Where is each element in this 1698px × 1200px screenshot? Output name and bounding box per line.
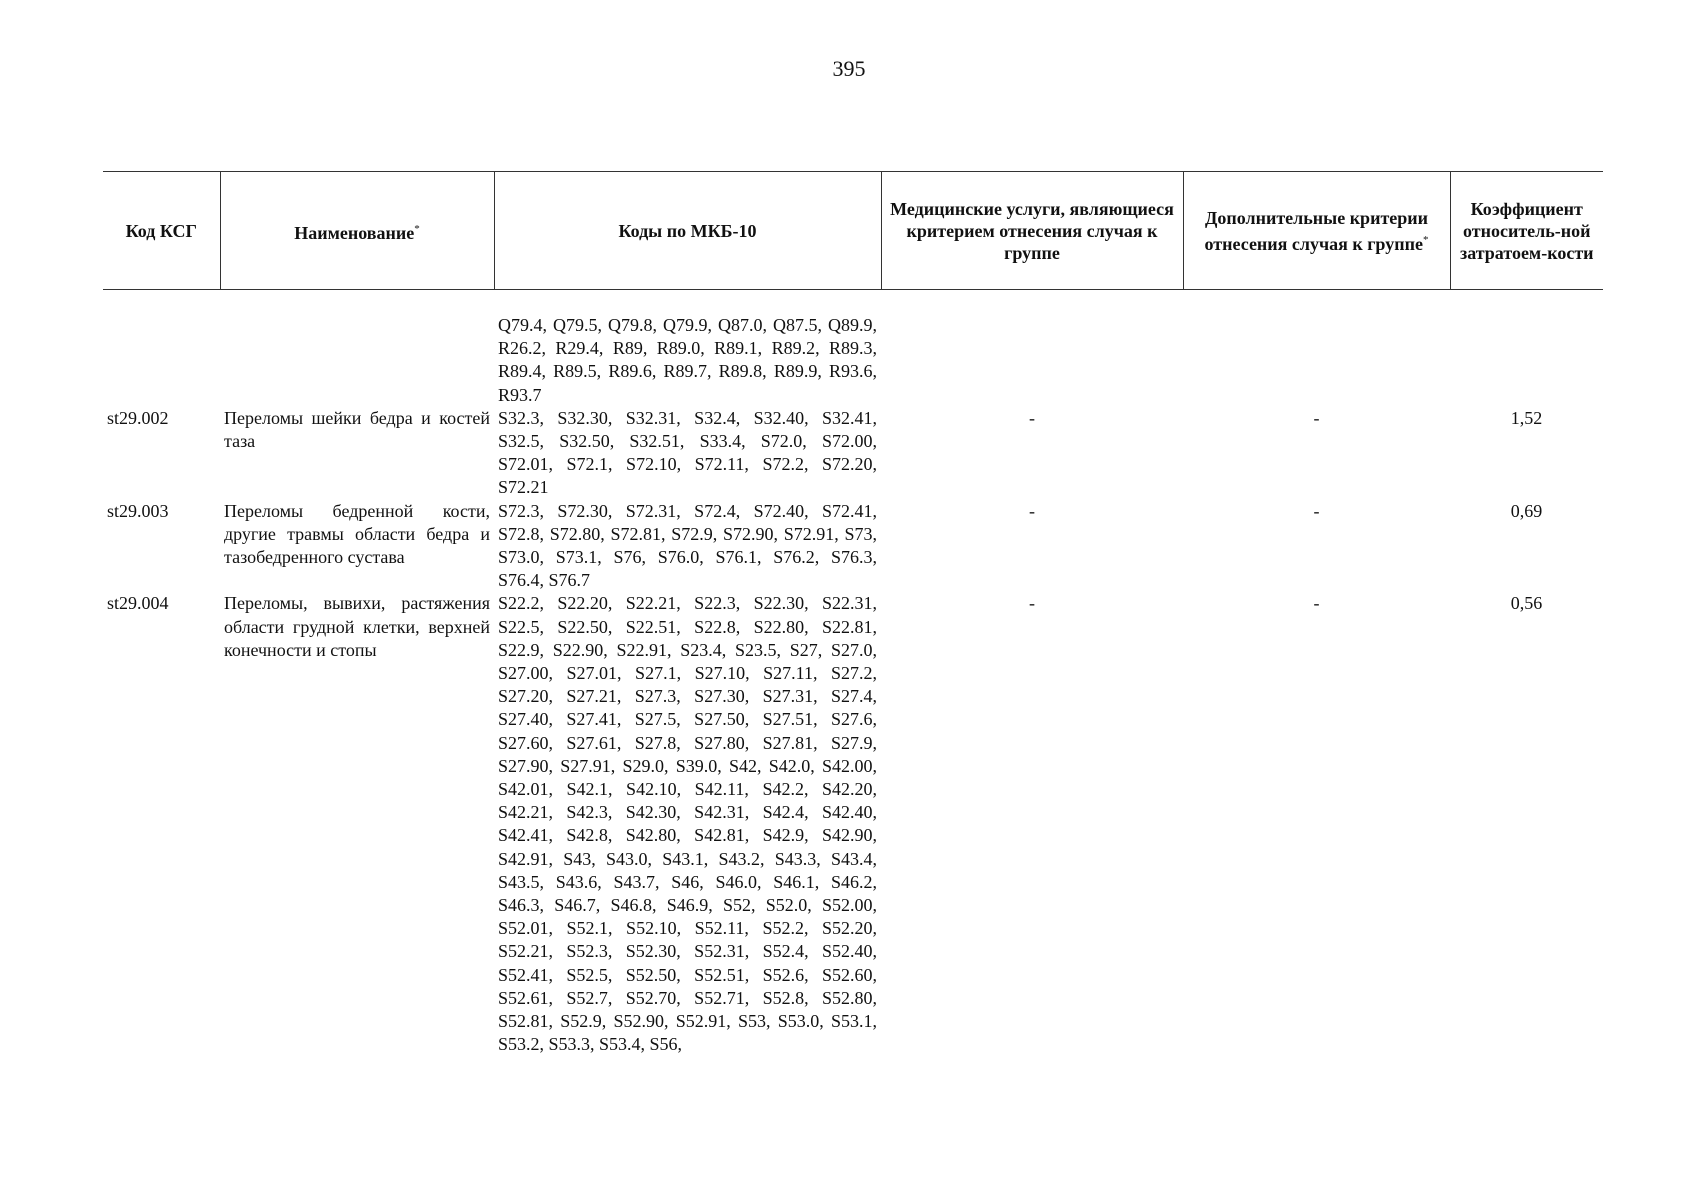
table-row	[103, 500, 1603, 593]
services-cell: -	[1029, 500, 1035, 521]
mkb-codes-cell: S22.2, S22.20, S22.21, S22.3, S22.30, S22.31, S22.5, S22.50, S22.51, S22.8, S22.80, S22.81, S22.9, S22.90, S22.91, S23.4, S23.5, S27, S27.0, S27.00, S27.01, S27.1, S27.10, S27.11, S27.2, S27.20, S27.21, S27.3, S27.30, S27.31, S27.4, S27.40, S27.41, S27.5, S27.50, S27.51, S27.6, S27.60, S27.61, S27.8, S27.80, S27.81, S27.9, S27.90, S27.91, S29.0, S39.0, S42, S42.0, S42.00, S42.01, S42.1, S42.10, S42.11, S42.2, S42.20, S42.21, S42.3, S42.30, S42.31, S42.4, S42.40, S42.41, S42.8, S42.80, S42.81, S42.9, S42.90, S42.91, S43, S43.0, S43.1, S43.2, S43.3, S43.4, S43.5, S43.6, S43.7, S46, S46.0, S46.1, S46.2, S46.3, S46.7, S46.8, S46.9, S52, S52.0, S52.00, S52.01, S52.1, S52.10, S52.11, S52.2, S52.20, S52.21, S52.3, S52.30, S52.31, S52.4, S52.40, S52.41, S52.5, S52.50, S52.51, S52.6, S52.60, S52.61, S52.7, S52.70, S52.71, S52.8, S52.80, S52.81, S52.9, S52.90, S52.91, S53, S53.0, S53.1, S53.2, S53.3, S53.4, S56,	[498, 593, 877, 1055]
ksg-name-cell: Переломы бедренной кости, другие травмы области бедра и тазобедренного сустава	[224, 500, 490, 568]
table-body	[103, 290, 1603, 1057]
mkb-codes-cell: Q79.4, Q79.5, Q79.8, Q79.9, Q87.0, Q87.5, Q89.9, R26.2, R29.4, R89, R89.0, R89.1, R89.2, R89.3, R89.4, R89.5, R89.6, R89.7, R89.8, R89.9, R93.6, R93.7	[498, 315, 877, 405]
services-cell: -	[1029, 593, 1035, 614]
header-coef: Коэффициент относитель-ной затратоем-кости	[1450, 172, 1603, 290]
header-services: Медицинские услуги, являющиеся критерием отнесения случая к группе	[881, 172, 1183, 290]
header-name: Наименование*	[220, 172, 494, 290]
table-spacer	[103, 290, 1603, 315]
mkb-codes-cell: S72.3, S72.30, S72.31, S72.4, S72.40, S72.41, S72.8, S72.80, S72.81, S72.9, S72.90, S72.91, S73, S73.0, S73.1, S76, S76.0, S76.1, S76.2, S76.3, S76.4, S76.7	[498, 500, 877, 591]
ksg-code-cell: st29.003	[107, 500, 169, 521]
mkb-codes-cell: S32.3, S32.30, S32.31, S32.4, S32.40, S32.41, S32.5, S32.50, S32.51, S33.4, S72.0, S72.00, S72.01, S72.1, S72.10, S72.11, S72.2, S72.20, S72.21	[498, 407, 877, 498]
services-cell: -	[1029, 407, 1035, 428]
table-header	[103, 172, 1603, 290]
page-number: 395	[832, 56, 866, 81]
criteria-cell: -	[1313, 593, 1320, 614]
coefficient-cell: 0,56	[1510, 593, 1543, 614]
ksg-code-cell: st29.004	[107, 593, 169, 614]
ksg-table	[103, 171, 1603, 1057]
header-code: Код КСГ	[103, 172, 220, 290]
criteria-cell: -	[1313, 407, 1320, 428]
header-criteria: Дополнительные критерии отнесения случая к группе*	[1183, 172, 1450, 290]
footnote-mark: *	[414, 222, 420, 235]
header-mkb: Коды по МКБ-10	[494, 172, 881, 290]
ksg-code-cell: st29.002	[107, 407, 169, 428]
footnote-mark: *	[1422, 233, 1429, 246]
coefficient-cell: 0,69	[1510, 500, 1543, 521]
coefficient-cell: 1,52	[1510, 407, 1543, 428]
table-row	[103, 407, 1603, 500]
table-row	[103, 592, 1603, 1056]
ksg-name-cell: Переломы шейки бедра и костей таза	[224, 407, 490, 452]
ksg-name-cell: Переломы, вывихи, растяжения области грудной клетки, верхней конечности и стопы	[224, 593, 490, 660]
criteria-cell: -	[1313, 500, 1320, 521]
table-row-continuation	[103, 314, 1603, 407]
